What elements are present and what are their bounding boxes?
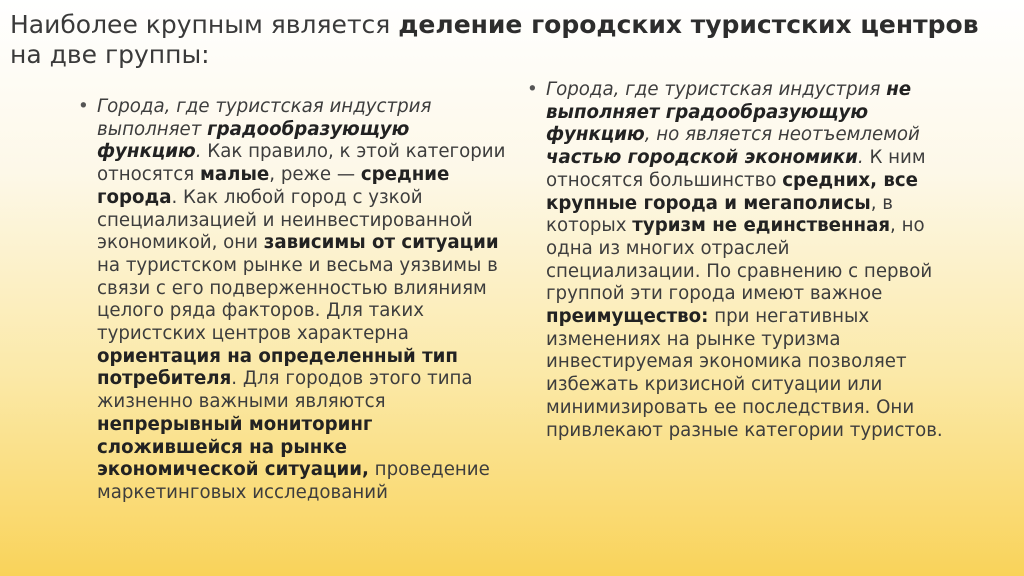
- text-regular: на туристском рынке и весьма уязвимы в связи с его подверженностью влияниям целого ряда факторов. Для таких туристских центров характерна: [97, 254, 498, 345]
- text-regular: проведение маркетинговых исследований: [97, 459, 490, 503]
- text-regular: , реже —: [269, 164, 361, 186]
- text-italic: Города, где туристская индустрия: [546, 79, 887, 100]
- text-bold: средних, все крупные города и мегаполисы: [546, 169, 918, 214]
- text-bold: ориентация на определенный тип потребителя: [97, 345, 458, 390]
- text-regular: . Как любой город с узкой специализацией и неинвестированной экономикой, они: [97, 186, 473, 254]
- text-italic: Города, где туристская индустрия выполняет: [97, 96, 432, 140]
- title-emphasis: деление городских туристских центров: [398, 10, 979, 39]
- text-bold-italic: не выполняет градообразующую функцию: [546, 79, 912, 146]
- text-regular: К ним относятся большинство: [546, 147, 926, 191]
- right-column: [527, 79, 947, 442]
- slide-title: [10, 10, 1010, 70]
- text-bold-italic: градообразующую функцию: [97, 118, 410, 163]
- title-part-3: на две группы:: [10, 40, 210, 69]
- text-bold: малые: [200, 164, 270, 186]
- text-bold: преимущество:: [546, 306, 709, 328]
- title-part-1: Наиболее крупным является: [10, 10, 399, 39]
- text-bold: туризм не единственная: [632, 215, 891, 237]
- text-regular: , но одна из многих отраслей специализации. По сравнению с первой группой эти города имеют важное: [546, 215, 933, 305]
- text-bold: средние города: [97, 164, 450, 208]
- text-bold: непрерывный мониторинг сложившейся на рынке экономической ситуации,: [97, 413, 373, 481]
- text-regular: . Для городов этого типа жизненно важными являются: [97, 368, 473, 413]
- text-italic: .: [195, 141, 202, 163]
- text-regular: , в которых: [546, 192, 893, 237]
- text-italic: , но является неотъемлемой: [644, 124, 920, 146]
- text-regular: Как правило, к этой категории относятся: [97, 141, 506, 186]
- left-column: [78, 96, 508, 505]
- text-bold: зависимы от ситуации: [263, 232, 499, 254]
- bullet-not-city-forming: [527, 79, 947, 442]
- bullet-city-forming: [78, 96, 508, 505]
- text-regular: при негативных изменениях на рынке туризма инвестируемая экономика позволяет избежать кризисной ситуации или минимизировать ее последствия. Они привлекают разные категории туристов.: [546, 306, 943, 441]
- text-bold-italic: частью городской экономики: [546, 147, 858, 169]
- text-italic: .: [857, 147, 864, 169]
